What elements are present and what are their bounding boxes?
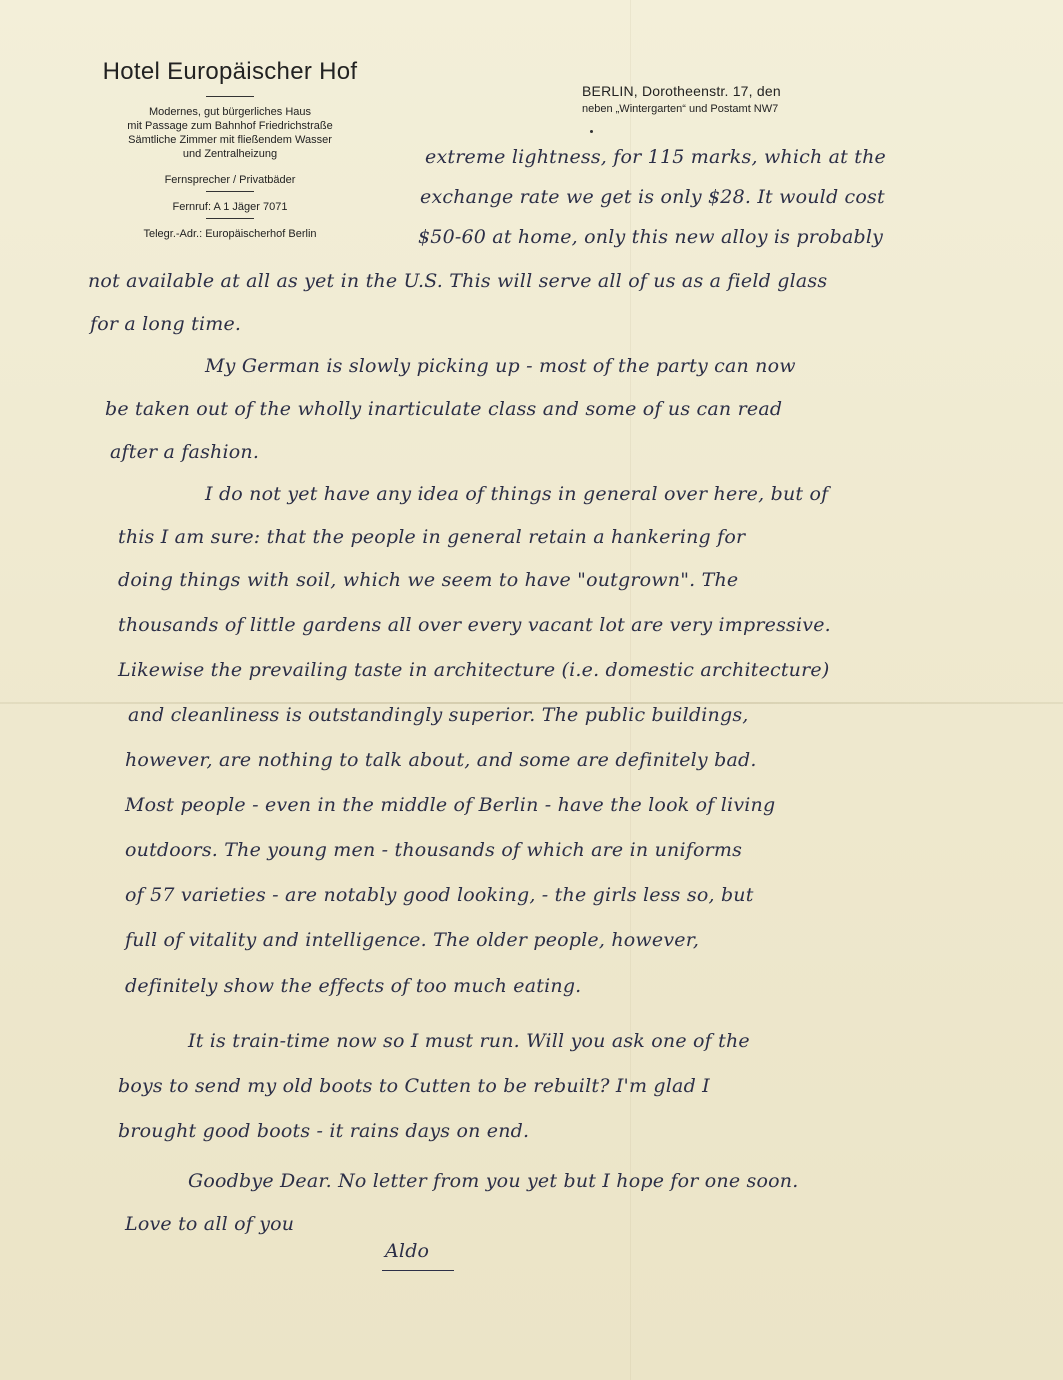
hotel-desc-line: Sämtliche Zimmer mit fließendem Wasser [128,134,332,146]
address-sub: neben „Wintergarten“ und Postamt NW7 [582,103,779,115]
letter-line: exchange rate we get is only $28. It would cost [420,186,885,208]
letter-line: and cleanliness is outstandingly superior. The public buildings, [128,704,749,726]
letter-line: after a fashion. [110,441,260,463]
letter-line: this I am sure: that the people in general retain a hankering for [118,526,746,548]
hotel-telegram-address: Telegr.-Adr.: Europäischerhof Berlin [143,228,317,240]
hotel-desc-line: und Zentralheizung [182,148,278,160]
hotel-amenities: Fernsprecher / Privatbäder [164,174,296,186]
letter-line: My German is slowly picking up - most of the party can now [205,355,796,377]
letter-line: of 57 varieties - are notably good looking, - the girls less so, but [125,884,754,906]
letter-line: It is train-time now so I must run. Will you ask one of the [188,1030,750,1052]
letterhead-divider [206,96,254,97]
letter-line: extreme lightness, for 115 marks, which at the [425,146,886,168]
hotel-phone: Fernruf: A 1 Jäger 7071 [172,201,288,213]
address-main: BERLIN, Dorotheenstr. 17, den [582,83,781,99]
letter-line: brought good boots - it rains days on end. [118,1120,530,1142]
hotel-name: Hotel Europäischer Hof [102,58,358,85]
ink-dot [590,130,593,133]
letter-line: be taken out of the wholly inarticulate class and some of us can read [105,398,783,420]
hotel-desc-line: Modernes, gut bürgerliches Haus [148,106,312,118]
letter-line: boys to send my old boots to Cutten to be rebuilt? I'm glad I [118,1075,710,1097]
letter-line: however, are nothing to talk about, and some are definitely bad. [125,749,757,771]
signature-underline [382,1270,454,1271]
hotel-desc-line: mit Passage zum Bahnhof Friedrichstraße [127,120,333,132]
letter-line: thousands of little gardens all over every vacant lot are very impressive. [118,614,831,636]
letter-line: not available at all as yet in the U.S. This will serve all of us as a field glass [88,270,828,292]
letter-line: Most people - even in the middle of Berlin - have the look of living [125,794,776,816]
letter-line: Likewise the prevailing taste in architecture (i.e. domestic architecture) [118,659,830,681]
hotel-description [30,105,430,161]
letter-line: for a long time. [90,313,242,335]
letter-line: definitely show the effects of too much eating. [125,975,582,997]
letter-line: outdoors. The young men - thousands of which are in uniforms [125,839,743,861]
letterhead-divider [206,191,254,192]
letter-line: Goodbye Dear. No letter from you yet but I hope for one soon. [188,1170,799,1192]
signature: Aldo [385,1240,430,1262]
letter-line: Love to all of you [125,1213,295,1235]
letter-line: doing things with soil, which we seem to have "outgrown". The [118,569,739,591]
letterhead-divider [206,218,254,219]
letter-line: $50-60 at home, only this new alloy is probably [418,226,884,248]
letter-line: full of vitality and intelligence. The older people, however, [125,929,700,951]
hotel-address [582,83,781,115]
letter-line: I do not yet have any idea of things in general over here, but of [205,483,829,505]
hotel-letterhead [30,58,430,241]
